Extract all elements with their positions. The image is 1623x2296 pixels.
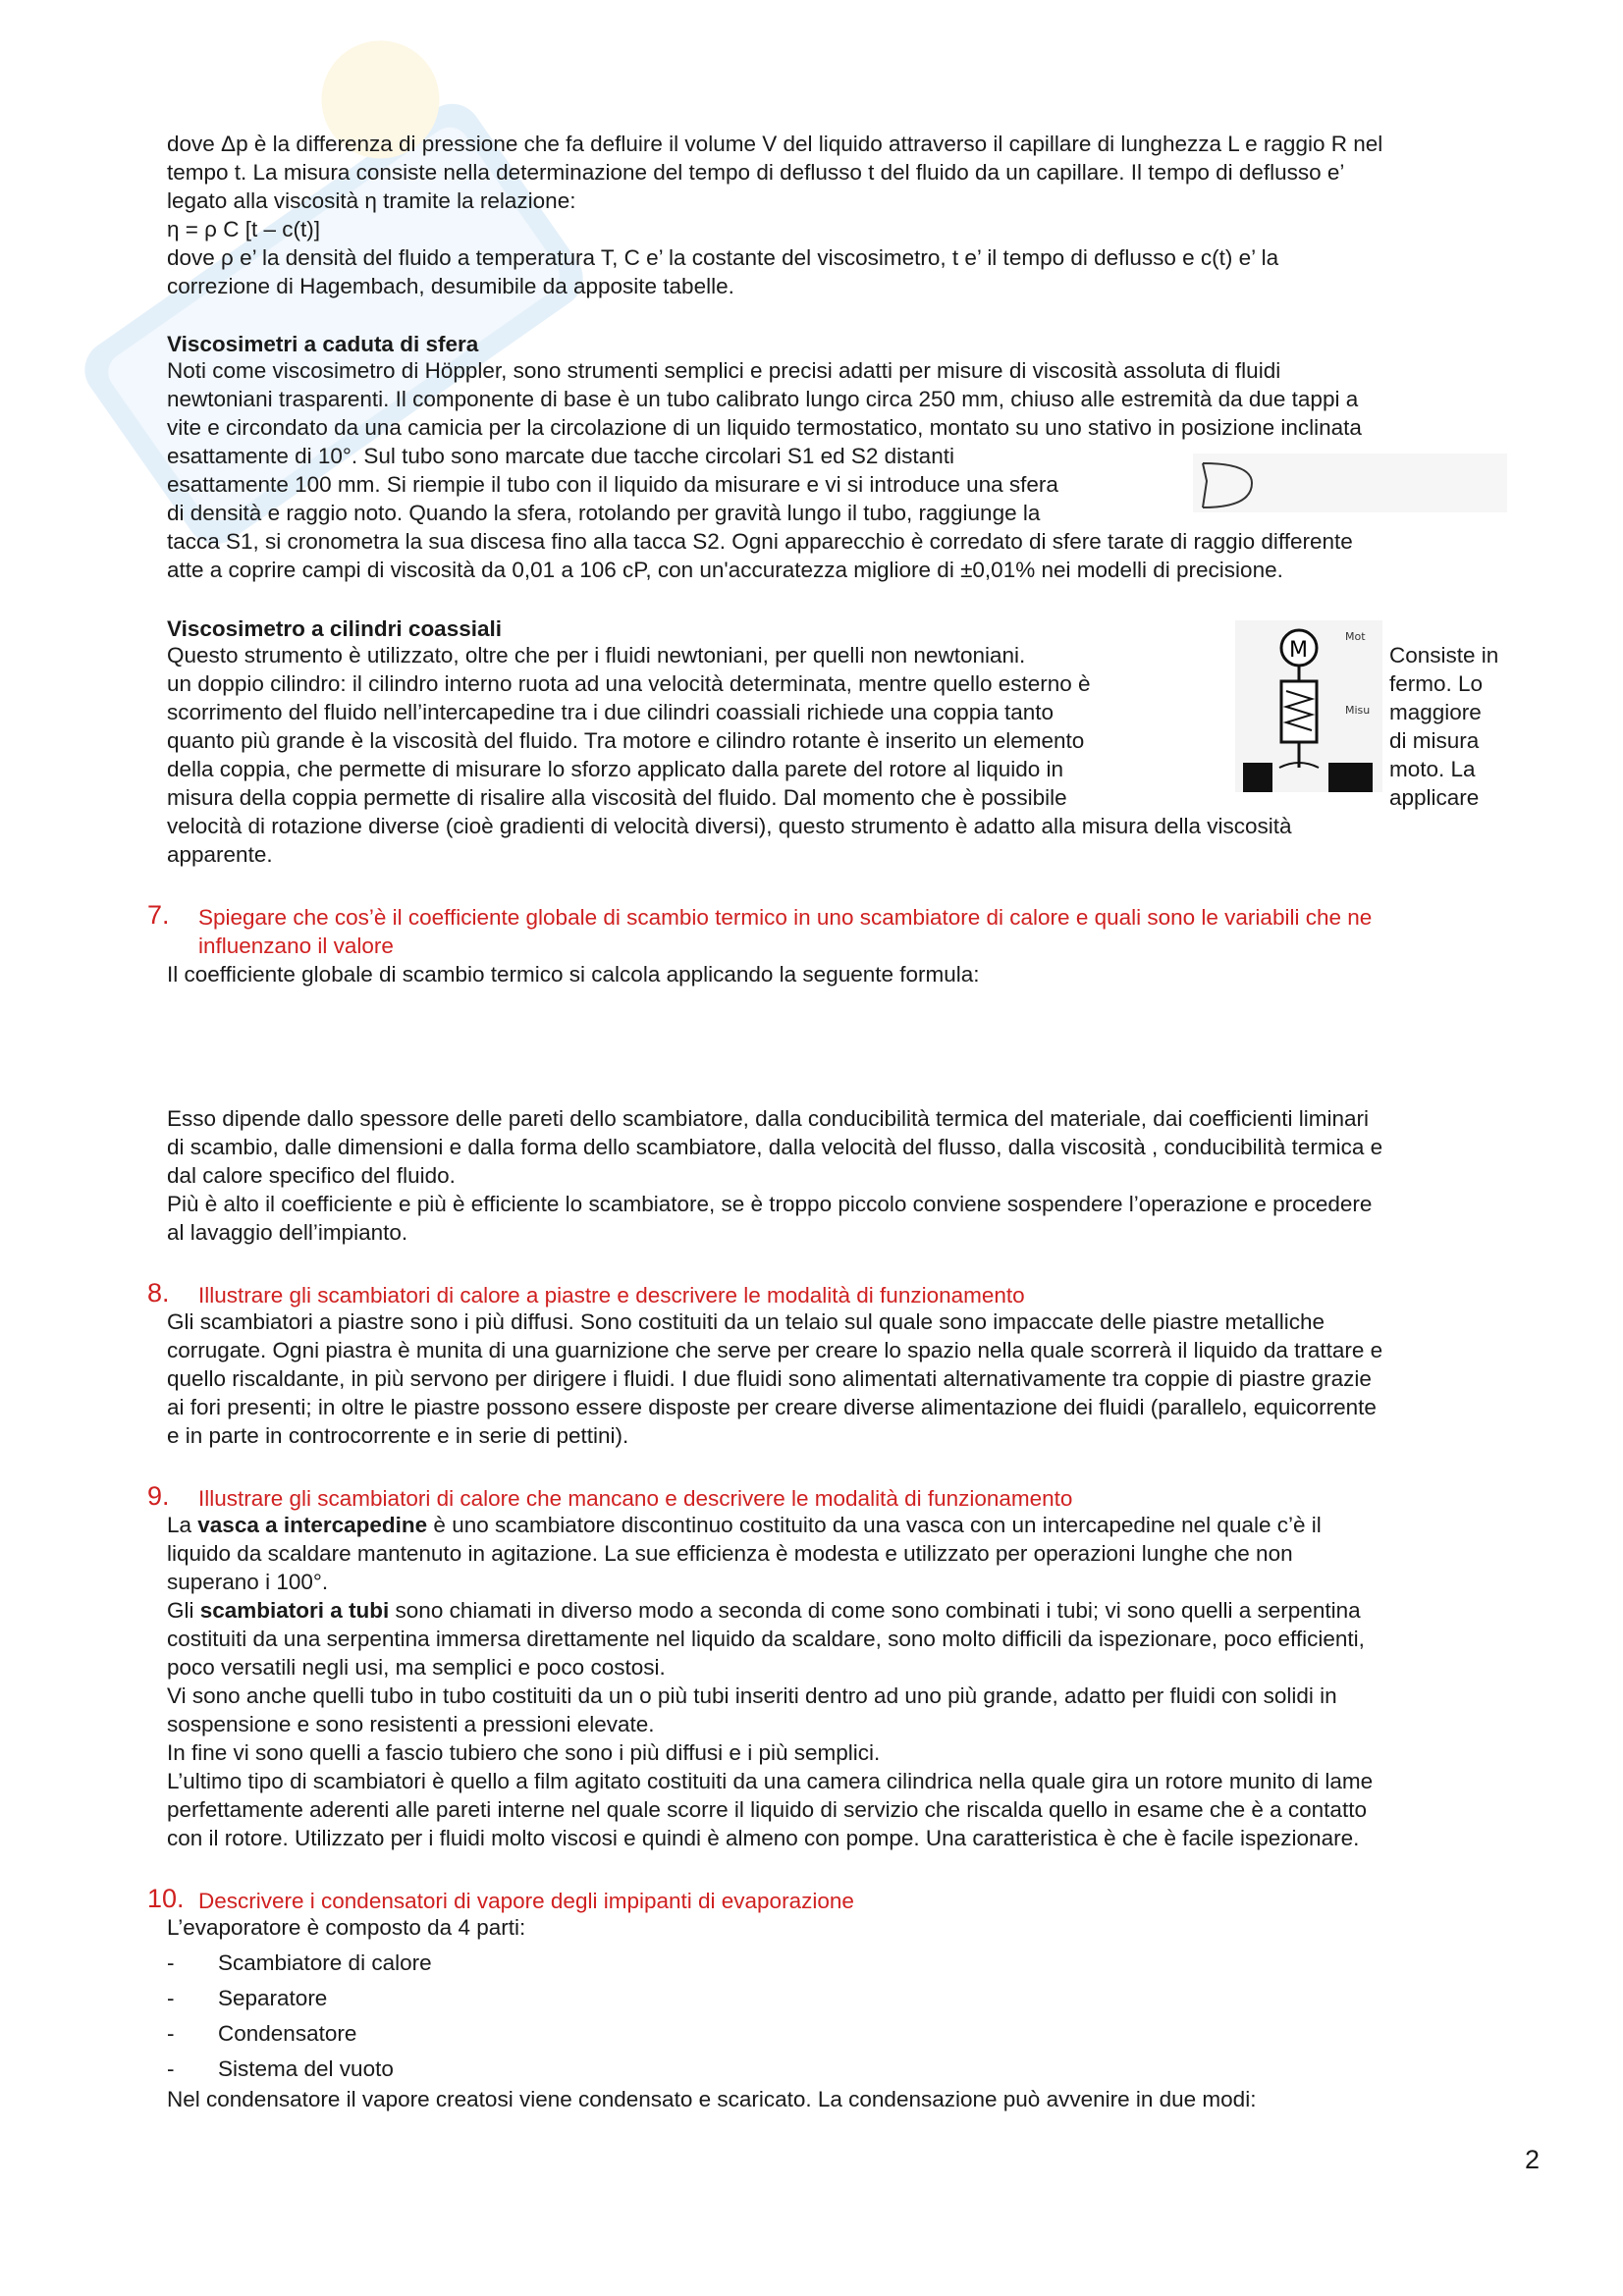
list-item: Condensatore [218, 2021, 357, 2046]
q10-question: Descrivere i condensatori di vapore degli impipanti di evaporazione [198, 1889, 854, 1913]
list-bullet: - [167, 1986, 175, 2010]
coassiali-left-1: Questo strumento è utilizzato, oltre che per i fluidi newtoniani, per quelli non newtoniani. [167, 643, 1026, 667]
intro-line-1: dove Δp è la differenza di pressione che fa defluire il volume V del liquido attraverso il capillare di lunghezza L e raggio R nel [167, 132, 1383, 156]
q9-answer-10: L’ultimo tipo di scambiatori è quello a film agitato costituiti da una camera cilindrica nella quale gira un rotore munito di lame [167, 1769, 1374, 1793]
coassiali-line-8: apparente. [167, 842, 273, 867]
q10-answer-2: Nel condensatore il vapore creatosi viene condensato e scaricato. La condensazione può avvenire in due modi: [167, 2087, 1257, 2111]
coassiali-line-7: velocità di rotazione diverse (cioè gradienti di velocità diversi), questo strumento è adatto alla misura della viscosità [167, 814, 1292, 838]
q7-number: 7. [147, 900, 170, 930]
caduta-line-7: tacca S1, si cronometra la sua discesa fino alla tacca S2. Ogni apparecchio è corredato di sfere tarate di raggio differente [167, 529, 1353, 554]
caduta-line-6: di densità e raggio noto. Quando la sfera, rotolando per gravità lungo il tubo, raggiunge la [167, 501, 1041, 525]
q7-question-line-1: Spiegare che cos’è il coefficiente globale di scambio termico in uno scambiatore di calore e quali sono le variabili che ne [198, 905, 1373, 930]
q8-answer-4: ai fori presenti; in oltre le piastre possono essere disposte per creare diverse alimentazione dei fluidi (parallelo, equicorrente [167, 1395, 1377, 1419]
q9-answer-12: con il rotore. Utilizzato per i fluidi molto viscosi e quindi è almeno con pompe. Una caratteristica è che è facile ispezionare. [167, 1826, 1360, 1850]
coassiali-left-3: scorrimento del fluido nell’intercapedine tra i due cilindri coassiali richiede una coppia tanto [167, 700, 1055, 724]
q9-answer-8: sospensione e sono resistenti a pressioni elevate. [167, 1712, 655, 1736]
q9-answer-9: In fine vi sono quelli a fascio tubiero che sono i più diffusi e i più semplici. [167, 1740, 881, 1765]
list-bullet: - [167, 2021, 175, 2046]
caduta-line-8: atte a coprire campi di viscosità da 0,01 a 106 cP, con un'accuratezza migliore di ±0,01% nei modelli di precisione. [167, 558, 1283, 582]
caduta-line-1: Noti come viscosimetro di Höppler, sono strumenti semplici e precisi adatti per misure di viscosità assoluta di fluidi [167, 358, 1281, 383]
q9-answer-4: Gli scambiatori a tubi sono chiamati in diverso modo a seconda di come sono combinati i tubi; vi sono quelli a serpentina [167, 1598, 1361, 1623]
coassiali-left-5: della coppia, che permette di misurare lo sforzo applicato dalla parete del rotore al liquido in [167, 757, 1064, 781]
caduta-line-2: newtoniani trasparenti. Il componente di base è un tubo calibrato lungo circa 250 mm, chiuso alle estremità da due tappi a [167, 387, 1359, 411]
term-scambiatori-tubi: scambiatori a tubi [199, 1598, 390, 1623]
list-bullet: - [167, 1950, 175, 1975]
q8-number: 8. [147, 1278, 170, 1308]
list-item: Sistema del vuoto [218, 2056, 394, 2081]
q7-answer-2: Esso dipende dallo spessore delle pareti dello scambiatore, dalla conducibilità termica del materiale, dai coefficienti liminari [167, 1106, 1369, 1131]
intro-line-5: dove ρ e’ la densità del fluido a temperatura T, C e’ la costante del viscosimetro, t e’ il tempo di deflusso e c(t) e’ la [167, 245, 1279, 270]
formula-viscosity: η = ρ C [t – c(t)] [167, 217, 320, 241]
coassiali-right-4: di misura [1389, 728, 1480, 753]
q9-answer-2: liquido da scaldare mantenuto in agitazione. La sue efficienza è modesta e utilizzato per operazioni lunghe che non [167, 1541, 1293, 1566]
q8-answer-1: Gli scambiatori a piastre sono i più diffusi. Sono costituiti da un telaio sul quale sono impaccate delle piastre metalliche [167, 1309, 1325, 1334]
list-item: Separatore [218, 1986, 328, 2010]
coassiali-right-2: fermo. Lo [1389, 671, 1484, 696]
q7-answer-5: Più è alto il coefficiente e più è efficiente lo scambiatore, se è troppo piccolo conviene sospendere l’operazione e procedere [167, 1192, 1373, 1216]
intro-line-2: tempo t. La misura consiste nella determinazione del tempo di deflusso t del fluido da un capillare. Il tempo di deflusso e’ [167, 160, 1345, 185]
coassiali-right-3: maggiore [1389, 700, 1482, 724]
q9-answer-11: perfettamente aderenti alle pareti interne nel quale scorre il liquido di servizio che riscalda quello in esame che è a contatto [167, 1797, 1367, 1822]
q9-answer-6: poco versatili negli usi, ma semplici e poco costosi. [167, 1655, 666, 1680]
caduta-line-5: esattamente 100 mm. Si riempie il tubo con il liquido da misurare e vi si introduce una sfera [167, 472, 1058, 497]
term-vasca-intercapedine: vasca a intercapedine [197, 1513, 428, 1537]
intro-line-3: legato alla viscosità η tramite la relazione: [167, 188, 576, 213]
heading-caduta-sfera: Viscosimetri a caduta di sfera [167, 332, 479, 356]
coassiali-left-2: un doppio cilindro: il cilindro interno ruota ad una velocità determinata, mentre quello esterno è [167, 671, 1091, 696]
caduta-line-3: vite e circondato da una camicia per la circolazione di un liquido termostatico, montato su uno stativo in posizione inclinata [167, 415, 1362, 440]
q10-number: 10. [147, 1884, 185, 1913]
coaxial-viscometer-figure [1235, 620, 1382, 792]
caduta-line-4: esattamente di 10°. Sul tubo sono marcate due tacche circolari S1 ed S2 distanti [167, 444, 954, 468]
q9-answer-3: superano i 100°. [167, 1570, 329, 1594]
q7-answer-4: dal calore specifico del fluido. [167, 1163, 456, 1188]
q9-question: Illustrare gli scambiatori di calore che mancano e descrivere le modalità di funzionamento [198, 1486, 1073, 1511]
q9-answer-1: La vasca a intercapedine è uno scambiatore discontinuo costituito da una vasca con un intercapedine nel quale c’è il [167, 1513, 1322, 1537]
q9-answer-5: costituiti da una serpentina immersa direttamente nel liquido da scaldare, sono molto difficili da ispezionare, poco efficienti, [167, 1627, 1365, 1651]
q9-number: 9. [147, 1481, 170, 1511]
page-number: 2 [1524, 2145, 1540, 2174]
q7-question-line-2: influenzano il valore [198, 934, 394, 958]
falling-ball-sketch [1193, 454, 1507, 512]
q8-answer-2: corrugate. Ogni piastra è munita di una guarnizione che serve per creare lo spazio nella quale scorrerà il liquido da trattare e [167, 1338, 1383, 1362]
coassiali-right-5: moto. La [1389, 757, 1476, 781]
q7-answer-6: al lavaggio dell’impianto. [167, 1220, 408, 1245]
coassiali-right-6: applicare [1389, 785, 1480, 810]
motor-letter: M [1289, 638, 1308, 663]
q9-answer-7: Vi sono anche quelli tubo in tubo costituiti da un o più tubi inseriti dentro ad uno più grande, adatto per fluidi con solidi in [167, 1683, 1337, 1708]
q8-question: Illustrare gli scambiatori di calore a piastre e descrivere le modalità di funzionamento [198, 1283, 1025, 1308]
q10-answer-1: L’evaporatore è composto da 4 parti: [167, 1915, 526, 1940]
list-bullet: - [167, 2056, 175, 2081]
list-item: Scambiatore di calore [218, 1950, 432, 1975]
intro-line-6: correzione di Hagembach, desumibile da apposite tabelle. [167, 274, 734, 298]
coassiali-left-4: quanto più grande è la viscosità del fluido. Tra motore e cilindro rotante è inserito un elemento [167, 728, 1085, 753]
heading-cilindri-coassiali: Viscosimetro a cilindri coassiali [167, 616, 502, 641]
q8-answer-3: quello riscaldante, in più servono per dirigere i fluidi. I due fluidi sono alimentati alternativamente tra coppie di piastre grazie [167, 1366, 1372, 1391]
q7-answer-1: Il coefficiente globale di scambio termico si calcola applicando la seguente formula: [167, 962, 980, 987]
q8-answer-5: e in parte in controcorrente e in serie di pettini). [167, 1423, 629, 1448]
coassiali-left-6: misura della coppia permette di risalire alla viscosità del fluido. Dal momento che è possibile [167, 785, 1067, 810]
misura-label: Misu [1345, 704, 1371, 717]
coassiali-right-1: Consiste in [1389, 643, 1499, 667]
motor-label: Mot [1345, 630, 1366, 643]
q7-answer-3: di scambio, dalle dimensioni e dalla forma dello scambiatore, dalla velocità del flusso, dalla viscosità , conducibilità termica e [167, 1135, 1383, 1159]
